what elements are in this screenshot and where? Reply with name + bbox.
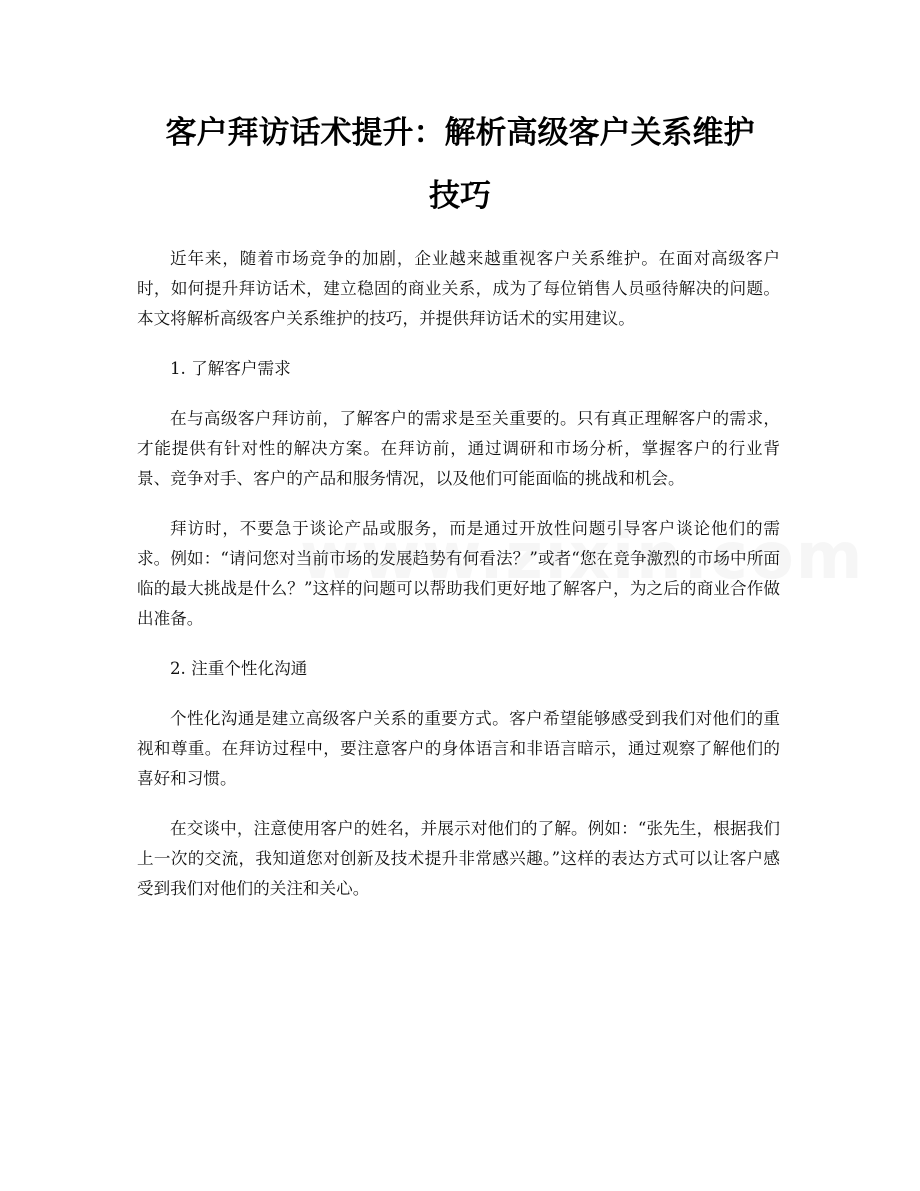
paragraph-intro: 近年来，随着市场竞争的加剧，企业越来越重视客户关系维护。在面对高级客户时，如何提升拜访话术，建立稳固的商业关系，成为了每位销售人员亟待解决的问题。本文将解析高级客户关系维护的技巧，并提供拜访话术的实用建议。 (137, 249, 780, 328)
document-body (137, 244, 780, 924)
paragraph: 在与高级客户拜访前，了解客户的需求是至关重要的。只有真正理解客户的需求，才能提供有针对性的解决方案。在拜访前，通过调研和市场分析，掌握客户的行业背景、竞争对手、客户的产品和服务情况，以及他们可能面临的挑战和机会。 (137, 409, 780, 488)
document-title (120, 102, 800, 228)
title-line-1: 客户拜访话术提升：解析高级客户关系维护 (165, 115, 755, 151)
section-heading-2: 2. 注重个性化沟通 (170, 659, 308, 678)
paragraph: 个性化沟通是建立高级客户关系的重要方式。客户希望能够感受到我们对他们的重视和尊重。在拜访过程中，要注意客户的身体语言和非语言暗示，通过观察了解他们的喜好和习惯。 (137, 709, 780, 788)
title-line-2: 技巧 (429, 178, 491, 214)
section-heading-1: 1. 了解客户需求 (170, 359, 291, 378)
paragraph: 在交谈中，注意使用客户的姓名，并展示对他们的了解。例如：“张先生，根据我们上一次的交流，我知道您对创新及技术提升非常感兴趣。”这样的表达方式可以让客户感受到我们对他们的关注和关心。 (137, 819, 780, 898)
paragraph: 拜访时，不要急于谈论产品或服务，而是通过开放性问题引导客户谈论他们的需求。例如：“请问您对当前市场的发展趋势有何看法？”或者“您在竞争激烈的市场中所面临的最大挑战是什么？”这样的问题可以帮助我们更好地了解客户，为之后的商业合作做出准备。 (137, 519, 780, 628)
